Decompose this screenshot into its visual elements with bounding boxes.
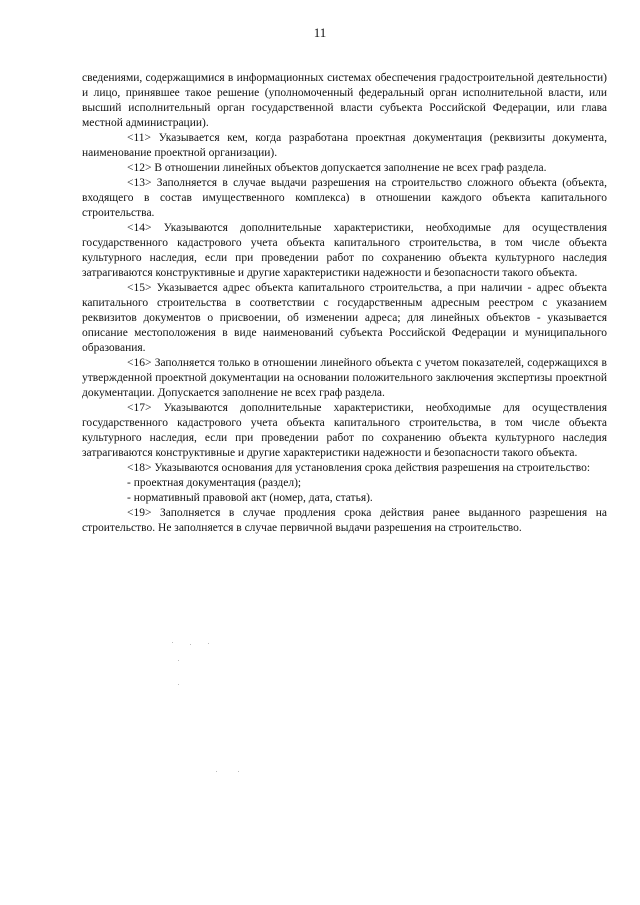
scan-speck	[178, 660, 179, 661]
footnote-17: <17> Указываются дополнительные характеристики, необходимые для осуществления государственного кадастрового учета объекта капитального строительства, в том числе объекта культурного наследия, если при проведении работ по сохранению объекта культурного наследия затрагиваются конструктивные и другие характеристики надежности и безопасности такого объекта.	[82, 402, 607, 459]
footnote-12: <12> В отношении линейных объектов допускается заполнение не всех граф раздела.	[127, 162, 547, 174]
scan-speck	[178, 684, 179, 685]
paragraph-continuation: сведениями, содержащимися в информационных системах обеспечения градостроительной деятельности) и лицо, принявшее такое решение (уполномоченный федеральный орган исполнительной власти, или высший исполнительный орган государственной власти субъекта Российской Федерации, или глава местной администрации).	[82, 72, 607, 129]
footnote-18-list-item-1: - проектная документация (раздел);	[127, 477, 302, 489]
footnote-11: <11> Указывается кем, когда разработана проектная документация (реквизиты документа, наименование проектной организации).	[82, 132, 607, 159]
page-number: 11	[313, 25, 327, 40]
footnote-15: <15> Указывается адрес объекта капитального строительства, а при наличии - адрес объекта капитального строительства в соответствии с государственным адресным реестром с указанием реквизитов документов о присвоении, об изменении адреса; для линейных объектов - указывается описание местоположения в виде наименований субъекта Российской Федерации и муниципального образования.	[82, 282, 607, 354]
scan-speck	[172, 642, 173, 643]
scan-speck	[216, 771, 217, 772]
scan-speck	[190, 644, 191, 645]
scan-speck	[208, 643, 209, 644]
footnote-16: <16> Заполняется только в отношении линейного объекта с учетом показателей, содержащихся в утвержденной проектной документации на основании положительного заключения экспертизы проектной документации. Допускается заполнение не всех граф раздела.	[82, 357, 607, 399]
scan-speck	[238, 771, 239, 772]
footnote-13: <13> Заполняется в случае выдачи разрешения на строительство сложного объекта (объекта, входящего в состав имущественного комплекса) в отношении каждого объекта капитального строительства.	[82, 177, 607, 219]
footnote-18-list-item-2: - нормативный правовой акт (номер, дата, статья).	[127, 492, 373, 504]
footnote-18: <18> Указываются основания для установления срока действия разрешения на строительство:	[127, 462, 591, 474]
footnote-14: <14> Указываются дополнительные характеристики, необходимые для осуществления государственного кадастрового учета объекта капитального строительства, в том числе объекта культурного наследия, если при проведении работ по сохранению объекта культурного наследия затрагиваются конструктивные и другие характеристики надежности и безопасности такого объекта.	[82, 222, 607, 279]
footnote-19: <19> Заполняется в случае продления срока действия ранее выданного разрешения на строительство. Не заполняется в случае первичной выдачи разрешения на строительство.	[82, 507, 607, 534]
document-body	[82, 71, 607, 536]
